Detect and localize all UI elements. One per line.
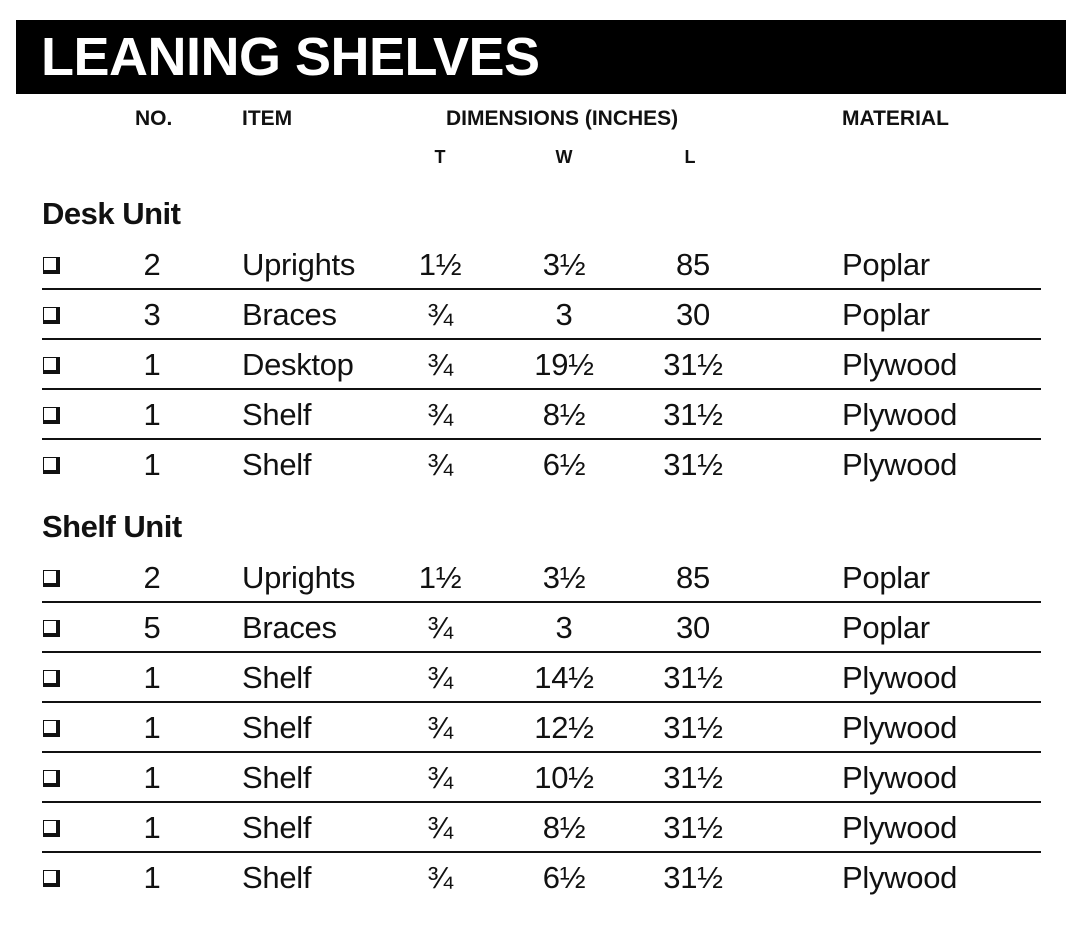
length-cell: 30	[676, 610, 710, 645]
quantity-cell: 1	[143, 397, 161, 432]
table-row	[0, 240, 1083, 290]
item-cell: Shelf	[242, 860, 312, 895]
length-cell: 31½	[663, 760, 723, 795]
thickness-cell: ¾	[427, 810, 453, 845]
checkbox-icon[interactable]	[43, 820, 60, 837]
material-cell: Plywood	[842, 397, 958, 432]
length-cell: 31½	[663, 397, 723, 432]
length-cell: 31½	[663, 447, 723, 482]
material-cell: Poplar	[842, 247, 930, 282]
header-t: T	[434, 147, 446, 167]
material-cell: Poplar	[842, 610, 930, 645]
length-cell: 31½	[663, 347, 723, 382]
checkbox-icon[interactable]	[43, 307, 60, 324]
checkbox-icon[interactable]	[43, 570, 60, 587]
table-row	[0, 603, 1083, 653]
item-cell: Shelf	[242, 660, 312, 695]
table-row	[0, 440, 1083, 490]
thickness-cell: ¾	[427, 710, 453, 745]
length-cell: 85	[676, 560, 710, 595]
material-cell: Plywood	[842, 660, 958, 695]
table-row	[0, 853, 1083, 903]
table-row	[0, 753, 1083, 803]
item-cell: Shelf	[242, 447, 312, 482]
length-cell: 31½	[663, 860, 723, 895]
checkbox-icon[interactable]	[43, 770, 60, 787]
thickness-cell: ¾	[427, 860, 453, 895]
material-cell: Plywood	[842, 760, 958, 795]
width-cell: 12½	[534, 710, 594, 745]
quantity-cell: 1	[143, 347, 161, 382]
thickness-cell: ¾	[427, 610, 453, 645]
thickness-cell: 1½	[418, 560, 462, 595]
table-row	[0, 803, 1083, 853]
checkbox-icon[interactable]	[43, 457, 60, 474]
quantity-cell: 1	[143, 760, 161, 795]
length-cell: 31½	[663, 810, 723, 845]
material-cell: Plywood	[842, 810, 958, 845]
thickness-cell: ¾	[427, 660, 453, 695]
quantity-cell: 3	[143, 297, 161, 332]
checkbox-icon[interactable]	[43, 257, 60, 274]
table-row	[0, 703, 1083, 753]
material-cell: Plywood	[842, 710, 958, 745]
width-cell: 6½	[542, 447, 586, 482]
width-cell: 19½	[534, 347, 594, 382]
checkbox-icon[interactable]	[43, 670, 60, 687]
header-l: L	[684, 147, 696, 167]
item-cell: Braces	[242, 610, 337, 645]
width-cell: 14½	[534, 660, 594, 695]
item-cell: Shelf	[242, 397, 312, 432]
thickness-cell: ¾	[427, 347, 453, 382]
item-cell: Shelf	[242, 760, 312, 795]
quantity-cell: 1	[143, 447, 161, 482]
section-title: Desk Unit	[42, 196, 181, 231]
material-cell: Poplar	[842, 560, 930, 595]
material-cell: Plywood	[842, 347, 958, 382]
quantity-cell: 1	[143, 810, 161, 845]
quantity-cell: 1	[143, 660, 161, 695]
thickness-cell: ¾	[427, 297, 453, 332]
item-cell: Uprights	[242, 247, 356, 282]
width-cell: 3½	[542, 247, 586, 282]
checkbox-icon[interactable]	[43, 407, 60, 424]
table-row	[0, 553, 1083, 603]
header-w: W	[555, 147, 573, 167]
table-row	[0, 653, 1083, 703]
quantity-cell: 1	[143, 710, 161, 745]
material-cell: Poplar	[842, 297, 930, 332]
length-cell: 31½	[663, 660, 723, 695]
thickness-cell: ¾	[427, 447, 453, 482]
header-material: MATERIAL	[842, 107, 949, 130]
page-title: LEANING SHELVES	[41, 27, 540, 87]
item-cell: Uprights	[242, 560, 356, 595]
width-cell: 10½	[534, 760, 594, 795]
header-no: NO.	[135, 107, 173, 130]
table-row	[0, 390, 1083, 440]
width-cell: 3	[555, 610, 573, 645]
checkbox-icon[interactable]	[43, 620, 60, 637]
width-cell: 8½	[542, 397, 586, 432]
checkbox-icon[interactable]	[43, 357, 60, 374]
item-cell: Desktop	[242, 347, 354, 382]
header-item: ITEM	[242, 107, 293, 130]
table-row	[0, 290, 1083, 340]
thickness-cell: ¾	[427, 397, 453, 432]
checkbox-icon[interactable]	[43, 870, 60, 887]
quantity-cell: 2	[143, 560, 161, 595]
thickness-cell: ¾	[427, 760, 453, 795]
width-cell: 8½	[542, 810, 586, 845]
section-title: Shelf Unit	[42, 509, 182, 544]
thickness-cell: 1½	[418, 247, 462, 282]
length-cell: 31½	[663, 710, 723, 745]
length-cell: 85	[676, 247, 710, 282]
material-cell: Plywood	[842, 447, 958, 482]
quantity-cell: 5	[143, 610, 161, 645]
title-bar	[16, 20, 1066, 94]
quantity-cell: 2	[143, 247, 161, 282]
item-cell: Shelf	[242, 710, 312, 745]
header-dimensions: DIMENSIONS (INCHES)	[446, 107, 679, 130]
item-cell: Shelf	[242, 810, 312, 845]
material-cell: Plywood	[842, 860, 958, 895]
table-row	[0, 340, 1083, 390]
length-cell: 30	[676, 297, 710, 332]
quantity-cell: 1	[143, 860, 161, 895]
width-cell: 6½	[542, 860, 586, 895]
checkbox-icon[interactable]	[43, 720, 60, 737]
width-cell: 3	[555, 297, 573, 332]
item-cell: Braces	[242, 297, 337, 332]
width-cell: 3½	[542, 560, 586, 595]
